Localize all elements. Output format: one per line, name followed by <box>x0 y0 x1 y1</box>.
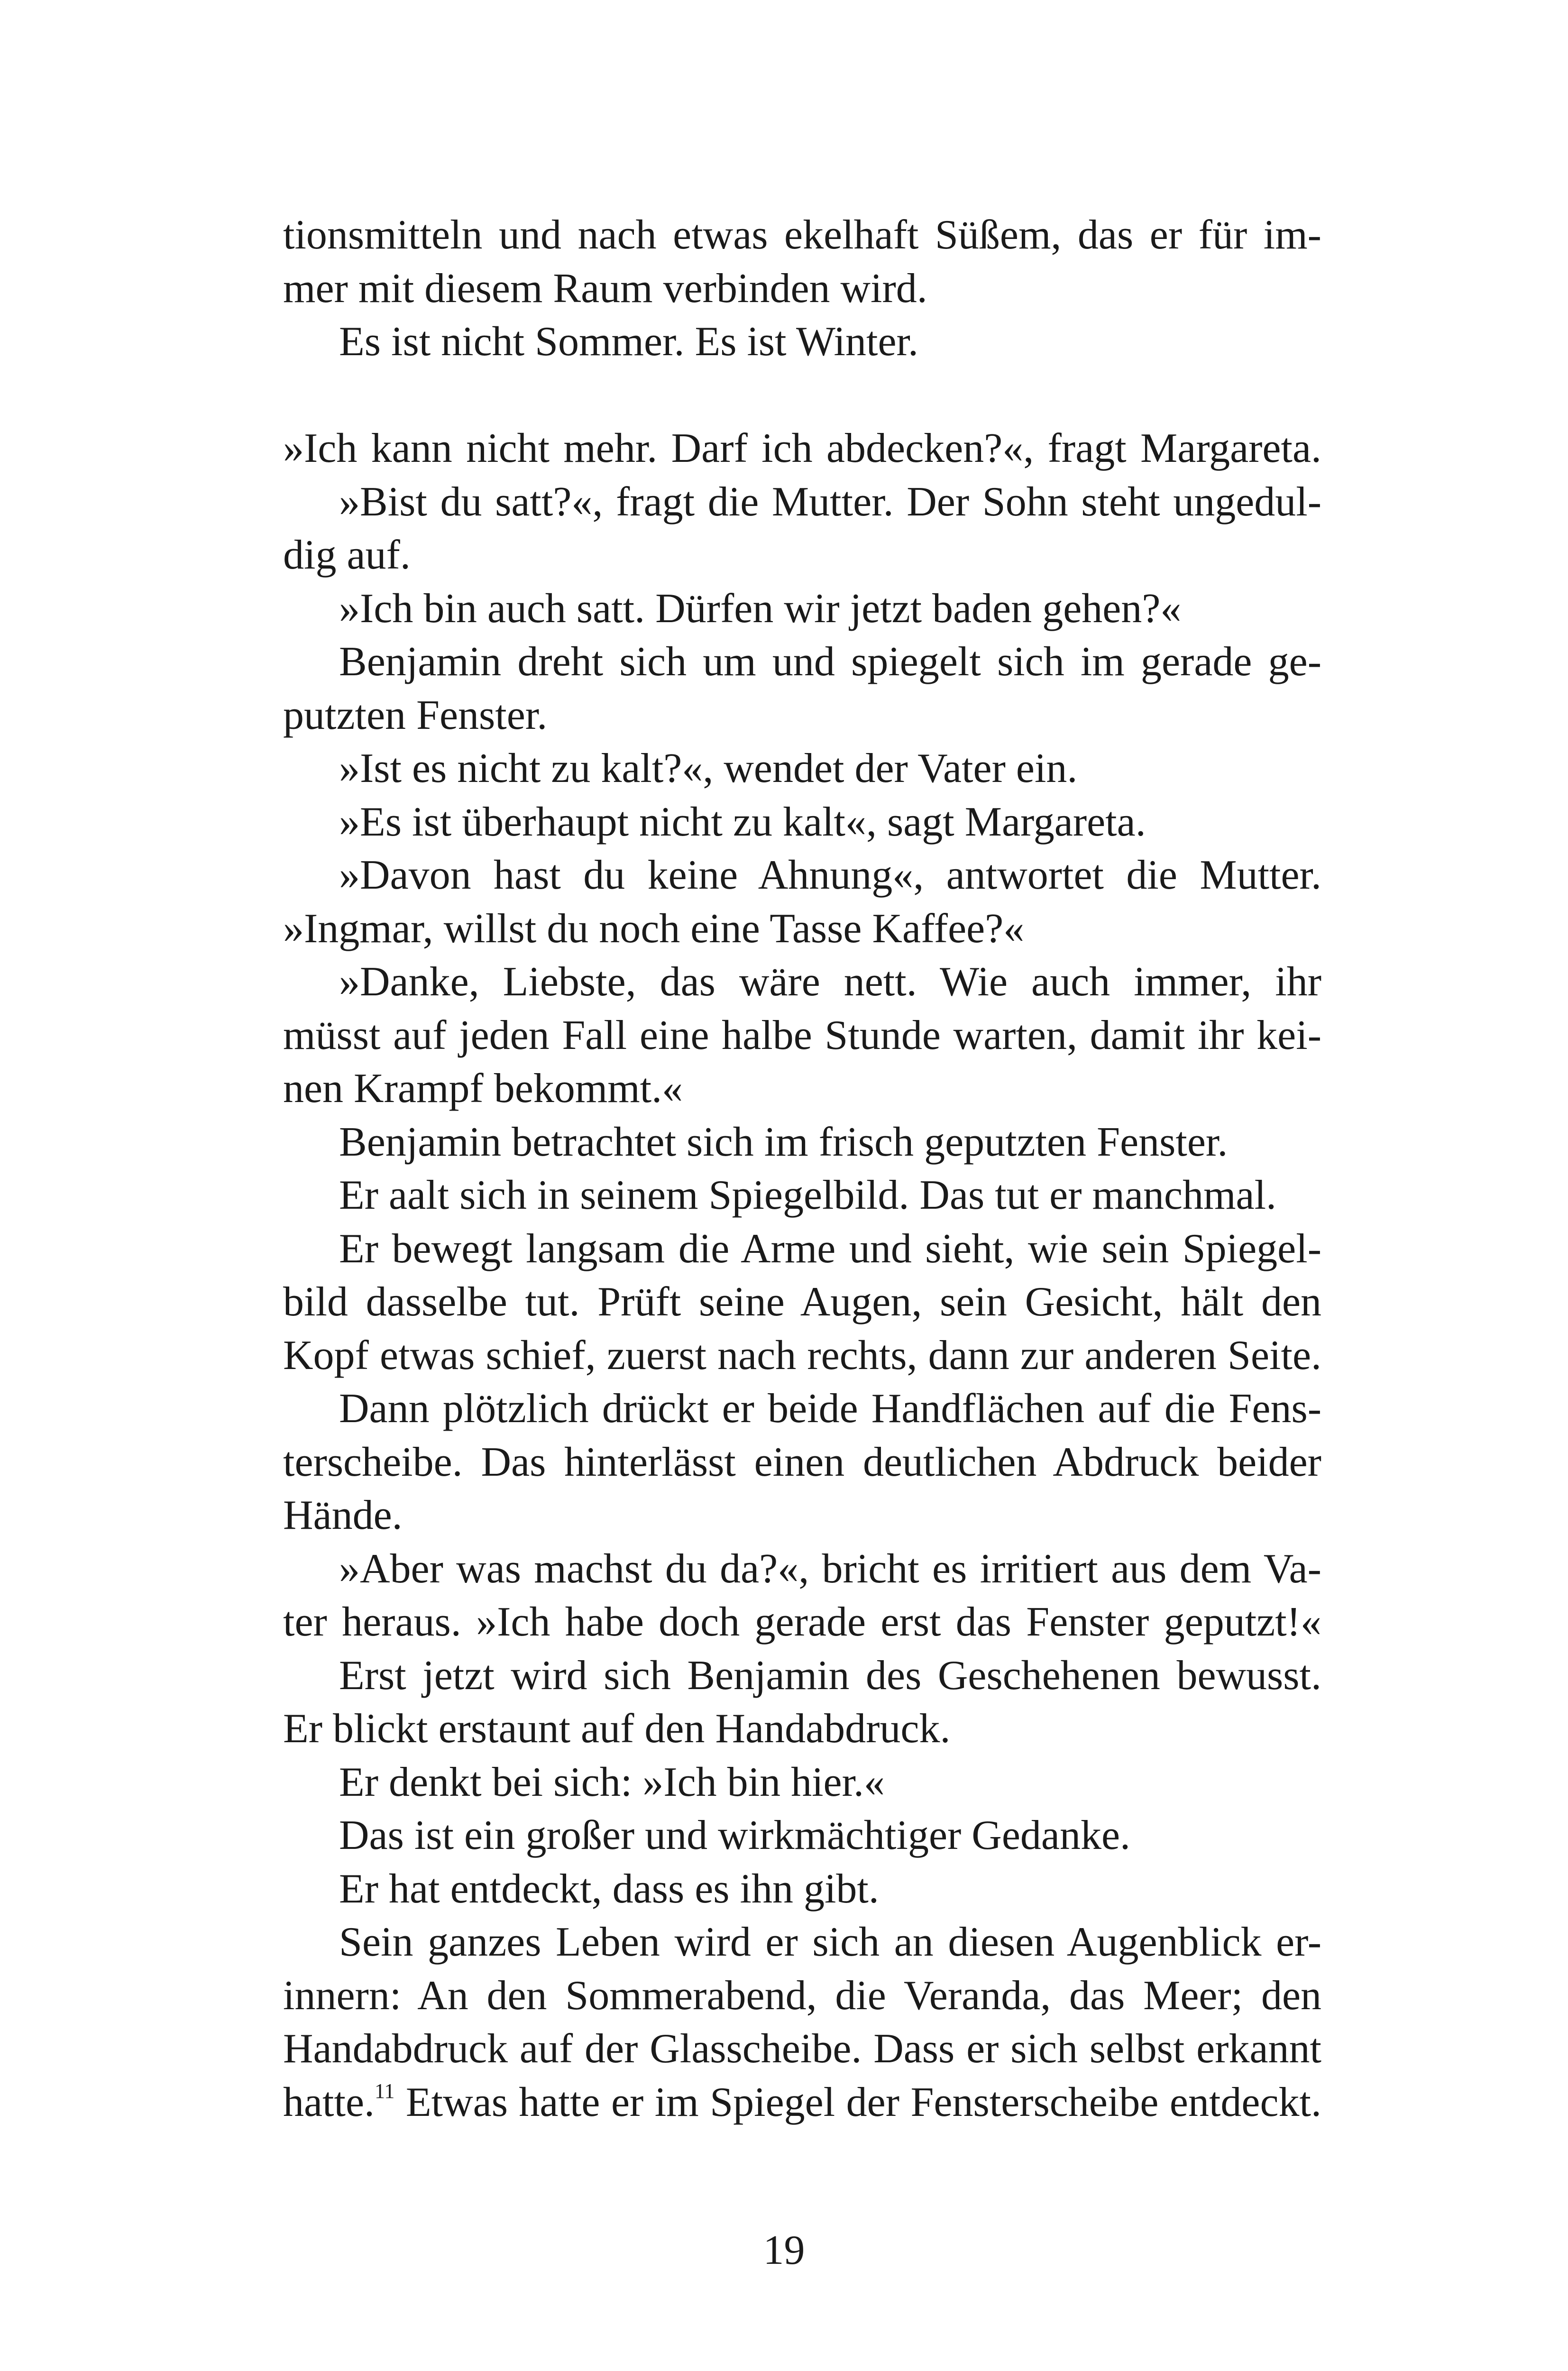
text-line: Sein ganzes Leben wird er sich an diesen Augenblick er- <box>339 1919 1321 1965</box>
text-line: Er hat entdeckt, dass es ihn gibt. <box>339 1866 879 1912</box>
text-line: »Aber was machst du da?«, bricht es irritiert aus dem Va- <box>339 1545 1321 1592</box>
text-line: terscheibe. Das hinterlässt einen deutlichen Abdruck beider <box>283 1439 1321 1485</box>
text-line: müsst auf jeden Fall eine halbe Stunde warten, damit ihr kei- <box>283 1012 1321 1058</box>
text-line: Benjamin dreht sich um und spiegelt sich im gerade ge- <box>339 639 1321 685</box>
page-number: 19 <box>763 2227 805 2273</box>
text-line: »Bist du satt?«, fragt die Mutter. Der Sohn steht ungedul- <box>339 478 1321 525</box>
text-line: Kopf etwas schief, zuerst nach rechts, dann zur anderen Seite. <box>283 1332 1321 1378</box>
text-segment: hatte. <box>283 2079 375 2125</box>
text-line: »Ingmar, willst du noch eine Tasse Kaffee?« <box>283 905 1025 952</box>
text-line: nen Krampf bekommt.« <box>283 1066 683 1112</box>
text-line: »Ich kann nicht mehr. Darf ich abdecken?«, fragt Margareta. <box>283 425 1321 471</box>
text-line: Er blickt erstaunt auf den Handabdruck. <box>283 1706 951 1752</box>
text-line: dig auf. <box>283 532 411 578</box>
text-line: bild dasselbe tut. Prüft seine Augen, sein Gesicht, hält den <box>283 1279 1321 1325</box>
text-line: Er bewegt langsam die Arme und sieht, wie sein Spiegel- <box>339 1225 1321 1272</box>
text-line: innern: An den Sommerabend, die Veranda, das Meer; den <box>283 1972 1321 2019</box>
text-line: »Ist es nicht zu kalt?«, wendet der Vater ein. <box>339 745 1078 791</box>
paragraph-break <box>283 369 1321 423</box>
text-line: »Es ist überhaupt nicht zu kalt«, sagt Margareta. <box>339 799 1146 845</box>
text-line: Er denkt bei sich: »Ich bin hier.« <box>339 1759 885 1805</box>
text-line: Erst jetzt wird sich Benjamin des Geschehenen bewusst. <box>339 1652 1321 1699</box>
text-line: Benjamin betrachtet sich im frisch geputzten Fenster. <box>339 1119 1228 1165</box>
text-line: »Danke, Liebste, das wäre nett. Wie auch immer, ihr <box>339 959 1321 1005</box>
text-line: ter heraus. »Ich habe doch gerade erst das Fenster geputzt!« <box>283 1599 1321 1645</box>
text-line: Er aalt sich in seinem Spiegelbild. Das tut er manchmal. <box>339 1172 1277 1218</box>
text-segment: Etwas hatte er im Spiegel der Fensterscheibe entdeckt. <box>394 2079 1321 2125</box>
text-line: mer mit diesem Raum verbinden wird. <box>283 265 927 312</box>
text-line: Es ist nicht Sommer. Es ist Winter. <box>339 319 918 365</box>
body-text <box>283 209 1321 2129</box>
text-line-with-footnote <box>283 2076 1321 2130</box>
text-line: »Ich bin auch satt. Dürfen wir jetzt baden gehen?« <box>339 585 1182 632</box>
footnote-marker[interactable]: 11 <box>375 2079 395 2103</box>
text-line: tionsmitteln und nach etwas ekelhaft Süßem, das er für im- <box>283 212 1321 258</box>
text-line: putzten Fenster. <box>283 692 548 738</box>
text-line: »Davon hast du keine Ahnung«, antwortet die Mutter. <box>339 852 1321 898</box>
text-line: Hände. <box>283 1492 403 1538</box>
text-line: Dann plötzlich drückt er beide Handflächen auf die Fens- <box>339 1386 1321 1432</box>
text-line: Handabdruck auf der Glasscheibe. Dass er sich selbst erkannt <box>283 2026 1321 2072</box>
text-line: Das ist ein großer und wirkmächtiger Gedanke. <box>339 1812 1131 1858</box>
